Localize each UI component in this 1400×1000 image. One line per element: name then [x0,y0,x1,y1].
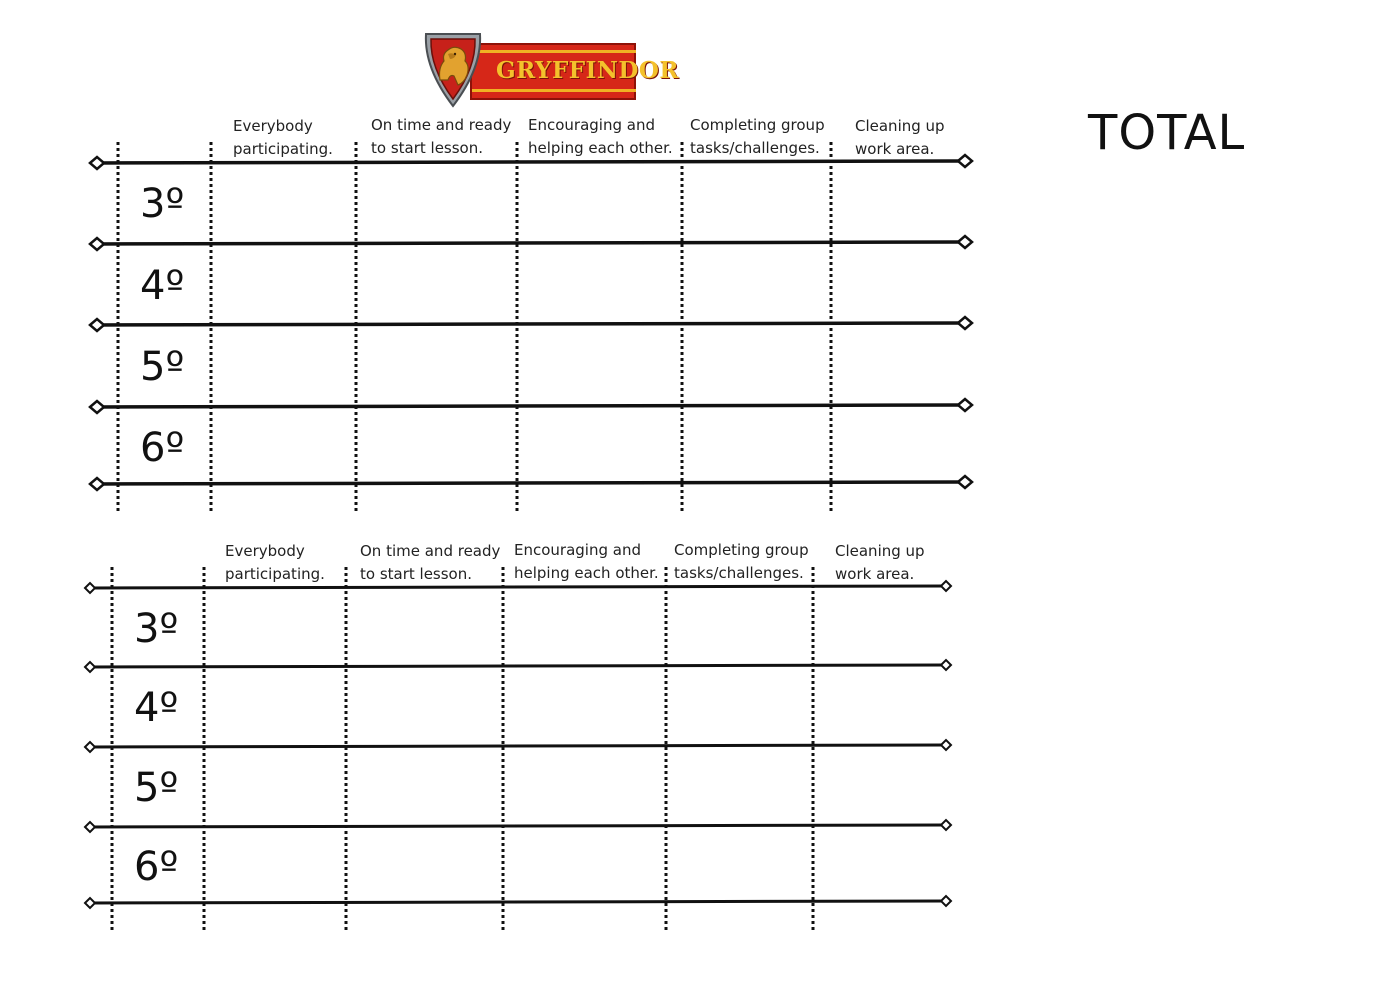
row-label-3: 3º [140,181,185,227]
line-end-diamond [85,662,95,672]
header-cleaning-up [835,540,925,586]
header-line: On time and ready [371,116,512,134]
row-label-3: 3º [134,606,179,652]
header-line: Everybody [225,542,305,560]
header-line: to start lesson. [360,565,473,583]
header-line: Everybody [233,117,313,135]
row-divider [90,586,946,588]
line-end-diamond [941,740,951,750]
header-line: participating. [225,565,325,583]
header-on-time-ready [360,540,500,586]
row-label-4: 4º [140,263,185,309]
line-end-diamond [941,820,951,830]
header-line: On time and ready [360,542,501,560]
header-line: Cleaning up [835,542,925,560]
header-line: to start lesson. [371,139,484,157]
row-label-4: 4º [134,685,179,731]
header-line: helping each other. [528,139,673,157]
line-end-diamond [85,742,95,752]
header-line: work area. [835,565,915,583]
row-label-6: 6º [140,425,185,471]
header-encouraging-helping [514,539,659,585]
header-line: helping each other. [514,564,659,582]
header-line: Cleaning up [855,117,945,135]
header-completing-group-tasks [674,539,809,585]
header-line: Completing group [674,541,809,559]
row-divider [90,901,946,903]
header-line: tasks/challenges. [674,564,804,582]
row-label-5: 5º [134,765,179,811]
row-label-6: 6º [134,844,179,890]
row-divider [90,665,946,667]
logo-text: GRYFFINDOR [496,57,680,84]
total-label: TOTAL [1088,105,1246,161]
header-line: tasks/challenges. [690,139,820,157]
row-divider [90,745,946,747]
header-line: work area. [855,140,935,158]
line-end-diamond [85,898,95,908]
header-line: Encouraging and [528,116,655,134]
row-label-5: 5º [140,344,185,390]
header-line: participating. [233,140,333,158]
line-end-diamond [85,583,95,593]
header-line: Encouraging and [514,541,641,559]
header-line: Completing group [690,116,825,134]
line-end-diamond [85,822,95,832]
line-end-diamond [941,581,951,591]
header-everybody-participating [225,540,325,586]
row-divider [90,825,946,827]
line-end-diamond [941,896,951,906]
line-end-diamond [941,660,951,670]
